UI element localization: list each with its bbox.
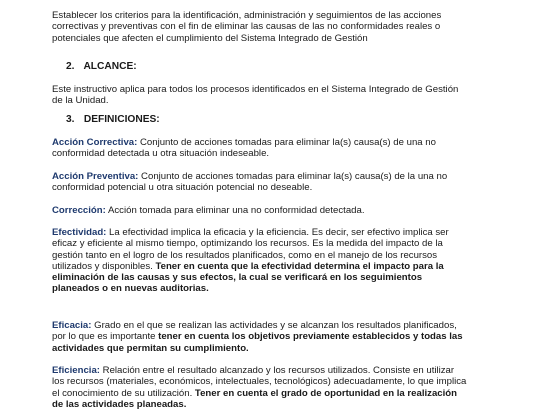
definition-emphasis: actividades que permitan su cumplimiento. <box>52 342 249 354</box>
definition-text: Relación entre el resultado alcanzado y los recursos utilizados. Consiste en utilizar <box>100 365 455 376</box>
definition-text: Grado en el que se realizan las actividades y se alcanzan los resultados planificados, <box>91 320 457 331</box>
section-title: ALCANCE: <box>83 61 137 72</box>
definition-text: Conjunto de acciones tomadas para eliminar la(s) causa(s) de una no <box>137 137 436 148</box>
scope-line: Este instructivo aplica para todos los procesos identificados en el Sistema Integrado de Gestión <box>52 84 459 95</box>
definition-term: Acción Correctiva: <box>52 137 138 148</box>
definition-text: Conjunto de acciones tomadas para eliminar la(s) causa(s) de la una no <box>138 171 448 182</box>
definition-text: por lo que es importante <box>52 331 159 343</box>
definition-text: eficaz y eficiente al mismo tiempo, optimizando los recursos. Es la medida del impacto de la <box>52 238 443 250</box>
objective-line: Establecer los criterios para la identificación, administración y seguimientos de las acciones <box>52 10 442 21</box>
definition-text: el conocimiento de su utilización. <box>52 387 195 399</box>
definition-efectividad <box>52 227 500 295</box>
definition-emphasis: Tener en cuenta el grado de oportunidad en la realización <box>194 387 458 399</box>
objective-paragraph <box>52 10 500 44</box>
definition-correccion <box>52 205 500 216</box>
objective-line: potenciales que afecten el cumplimiento del Sistema Integrado de Gestión <box>52 32 368 44</box>
definition-term: Eficacia: <box>52 320 92 331</box>
definition-emphasis: tener en cuenta los objetivos previamente establecidos y todas las <box>158 331 463 343</box>
definition-accion-preventiva <box>52 171 500 194</box>
section-heading-alcance <box>66 61 137 73</box>
definition-eficiencia <box>52 365 500 410</box>
definition-term: Acción Preventiva: <box>52 171 139 182</box>
section-number: 3. <box>66 114 75 125</box>
scope-paragraph <box>52 84 500 107</box>
definition-emphasis: planeados o en nuevas auditorias. <box>52 283 209 295</box>
definition-text: conformidad potencial u otra situación potencial no deseable. <box>52 182 313 194</box>
definition-accion-correctiva <box>52 137 500 160</box>
definition-emphasis: Tener en cuenta que la efectividad determina el impacto para la <box>155 260 444 272</box>
definition-term: Eficiencia: <box>52 365 100 376</box>
scope-line: de la Unidad. <box>52 95 109 107</box>
section-number: 2. <box>66 61 75 72</box>
definition-text: La efectividad implica la eficacia y la eficiencia. Es decir, ser efectivo implica ser <box>106 227 449 238</box>
definition-text: Acción tomada para eliminar una no conformidad detectada. <box>105 205 365 216</box>
section-title: DEFINICIONES: <box>83 114 160 125</box>
definition-text: utilizados y disponibles. <box>52 260 156 272</box>
definition-eficacia <box>52 320 500 354</box>
definition-text: conformidad detectada u otra situación indeseable. <box>52 148 270 160</box>
section-heading-definiciones <box>66 114 160 126</box>
definition-emphasis: eliminación de las causas y sus efectos, la cual se verificará en los seguimientos <box>52 272 423 284</box>
objective-line: correctivas y preventivas con el fin de eliminar las causas de las no conformidades reales o <box>52 21 441 33</box>
definition-text: gestión tanto en el logro de los resultados planificados, como en el manejo de los recursos <box>52 249 438 261</box>
definition-term: Corrección: <box>52 205 106 216</box>
definition-text: los recursos (materiales, económicos, intelectuales, tecnológicos) adecuadamente, lo que implica <box>52 376 467 388</box>
definition-term: Efectividad: <box>52 227 107 238</box>
definition-emphasis: de las actividades planeadas. <box>52 398 187 410</box>
